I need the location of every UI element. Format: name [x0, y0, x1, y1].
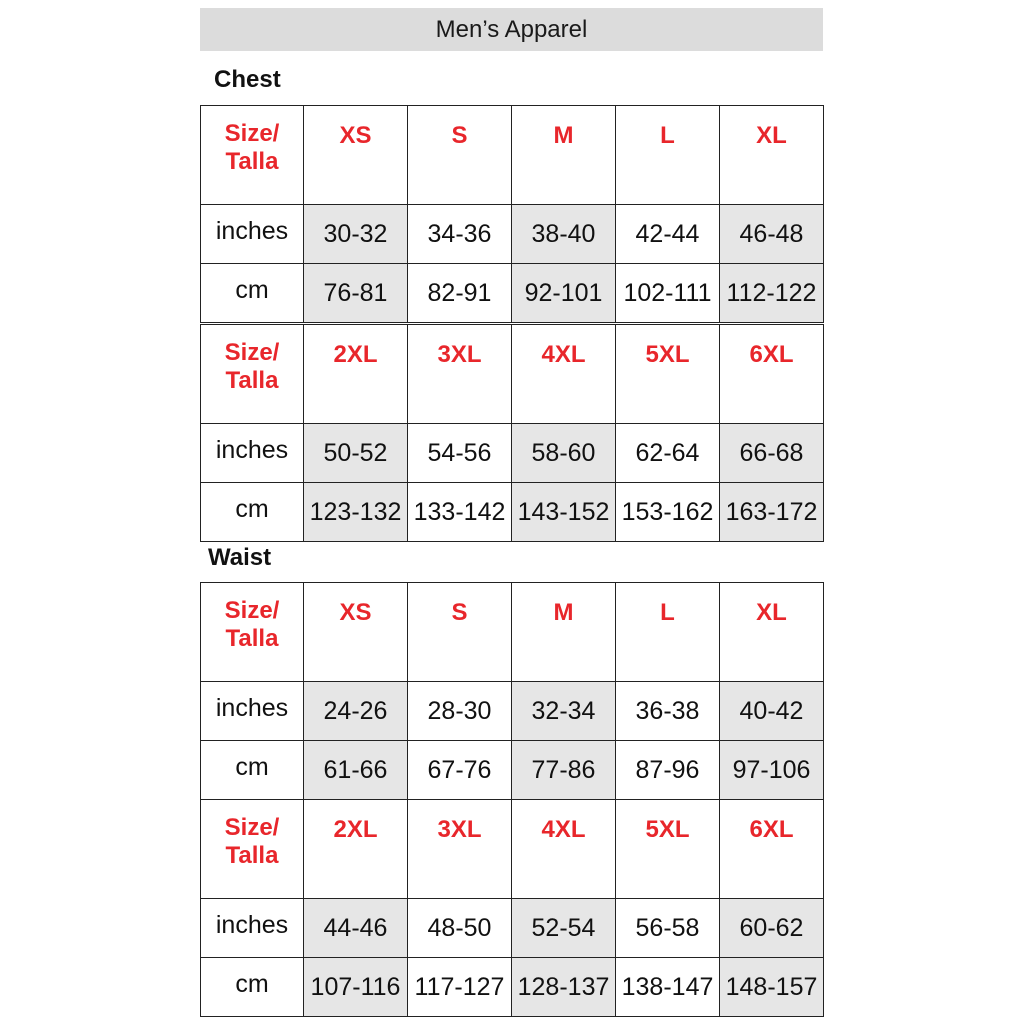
cm-value-cell: 61-66	[304, 741, 408, 800]
cm-value-cell: 76-81	[304, 264, 408, 323]
talla-label-line: Talla	[225, 625, 279, 652]
size-name-cell: M	[512, 106, 616, 205]
size-table-waist-1	[200, 582, 824, 800]
cm-value-cell: 82-91	[408, 264, 512, 323]
size-table-waist-2	[200, 799, 824, 1017]
cm-value-cell: 143-152	[512, 483, 616, 542]
inches-value-cell: 58-60	[512, 424, 616, 483]
inches-unit-label: inches	[201, 899, 304, 958]
cm-value-cell: 107-116	[304, 958, 408, 1017]
size-name-cell: M	[512, 583, 616, 682]
size-name-cell: L	[616, 583, 720, 682]
size-label-line: Size/	[224, 597, 280, 624]
size-name-cell: 3XL	[408, 325, 512, 424]
inches-value-cell: 56-58	[616, 899, 720, 958]
size-name-cell: 4XL	[512, 325, 616, 424]
size-talla-label	[201, 583, 304, 682]
inches-value-cell: 48-50	[408, 899, 512, 958]
size-table-chest-2	[200, 324, 824, 542]
size-name-cell: XS	[304, 106, 408, 205]
inches-value-cell: 54-56	[408, 424, 512, 483]
cm-value-cell: 123-132	[304, 483, 408, 542]
inches-value-cell: 44-46	[304, 899, 408, 958]
cm-value-cell: 133-142	[408, 483, 512, 542]
cm-value-cell: 92-101	[512, 264, 616, 323]
cm-value-cell: 148-157	[720, 958, 824, 1017]
size-name-cell: XL	[720, 106, 824, 205]
inches-value-cell: 32-34	[512, 682, 616, 741]
talla-label-line: Talla	[225, 367, 279, 394]
inches-unit-label: inches	[201, 682, 304, 741]
inches-row	[201, 682, 824, 741]
cm-value-cell: 128-137	[512, 958, 616, 1017]
cm-row	[201, 958, 824, 1017]
cm-unit-label: cm	[201, 264, 304, 323]
cm-value-cell: 112-122	[720, 264, 824, 323]
size-name-cell: 5XL	[616, 325, 720, 424]
size-name-cell: XL	[720, 583, 824, 682]
inches-value-cell: 42-44	[616, 205, 720, 264]
inches-row	[201, 205, 824, 264]
cm-unit-label: cm	[201, 483, 304, 542]
cm-row	[201, 483, 824, 542]
size-header-row	[201, 106, 824, 205]
inches-value-cell: 38-40	[512, 205, 616, 264]
size-label-line: Size/	[224, 339, 280, 366]
talla-label-line: Talla	[225, 842, 279, 869]
inches-value-cell: 36-38	[616, 682, 720, 741]
size-name-cell: L	[616, 106, 720, 205]
cm-value-cell: 67-76	[408, 741, 512, 800]
cm-value-cell: 163-172	[720, 483, 824, 542]
cm-value-cell: 77-86	[512, 741, 616, 800]
section-title-chest: Chest	[214, 66, 281, 93]
inches-row	[201, 899, 824, 958]
cm-row	[201, 741, 824, 800]
size-name-cell: 6XL	[720, 800, 824, 899]
size-label-line: Size/	[224, 120, 280, 147]
talla-label-line: Talla	[225, 148, 279, 175]
inches-value-cell: 60-62	[720, 899, 824, 958]
inches-value-cell: 46-48	[720, 205, 824, 264]
inches-value-cell: 50-52	[304, 424, 408, 483]
size-talla-label	[201, 106, 304, 205]
size-name-cell: S	[408, 583, 512, 682]
cm-value-cell: 117-127	[408, 958, 512, 1017]
inches-value-cell: 66-68	[720, 424, 824, 483]
size-header-row	[201, 800, 824, 899]
size-table-chest-1	[200, 105, 824, 323]
inches-unit-label: inches	[201, 205, 304, 264]
size-talla-label	[201, 325, 304, 424]
cm-value-cell: 138-147	[616, 958, 720, 1017]
inches-value-cell: 28-30	[408, 682, 512, 741]
size-name-cell: 5XL	[616, 800, 720, 899]
size-name-cell: 3XL	[408, 800, 512, 899]
size-name-cell: XS	[304, 583, 408, 682]
inches-row	[201, 424, 824, 483]
section-title-waist: Waist	[208, 544, 272, 571]
inches-unit-label: inches	[201, 424, 304, 483]
size-header-row	[201, 325, 824, 424]
cm-value-cell: 87-96	[616, 741, 720, 800]
cm-row	[201, 264, 824, 323]
page-title: Men’s Apparel	[200, 8, 823, 51]
size-label-line: Size/	[224, 814, 280, 841]
cm-value-cell: 153-162	[616, 483, 720, 542]
size-talla-label	[201, 800, 304, 899]
cm-value-cell: 102-111	[616, 264, 720, 323]
inches-value-cell: 34-36	[408, 205, 512, 264]
inches-value-cell: 30-32	[304, 205, 408, 264]
size-name-cell: 6XL	[720, 325, 824, 424]
inches-value-cell: 40-42	[720, 682, 824, 741]
size-name-cell: 2XL	[304, 325, 408, 424]
inches-value-cell: 52-54	[512, 899, 616, 958]
inches-value-cell: 62-64	[616, 424, 720, 483]
size-name-cell: 2XL	[304, 800, 408, 899]
cm-unit-label: cm	[201, 958, 304, 1017]
size-name-cell: S	[408, 106, 512, 205]
cm-unit-label: cm	[201, 741, 304, 800]
cm-value-cell: 97-106	[720, 741, 824, 800]
inches-value-cell: 24-26	[304, 682, 408, 741]
size-name-cell: 4XL	[512, 800, 616, 899]
size-header-row	[201, 583, 824, 682]
